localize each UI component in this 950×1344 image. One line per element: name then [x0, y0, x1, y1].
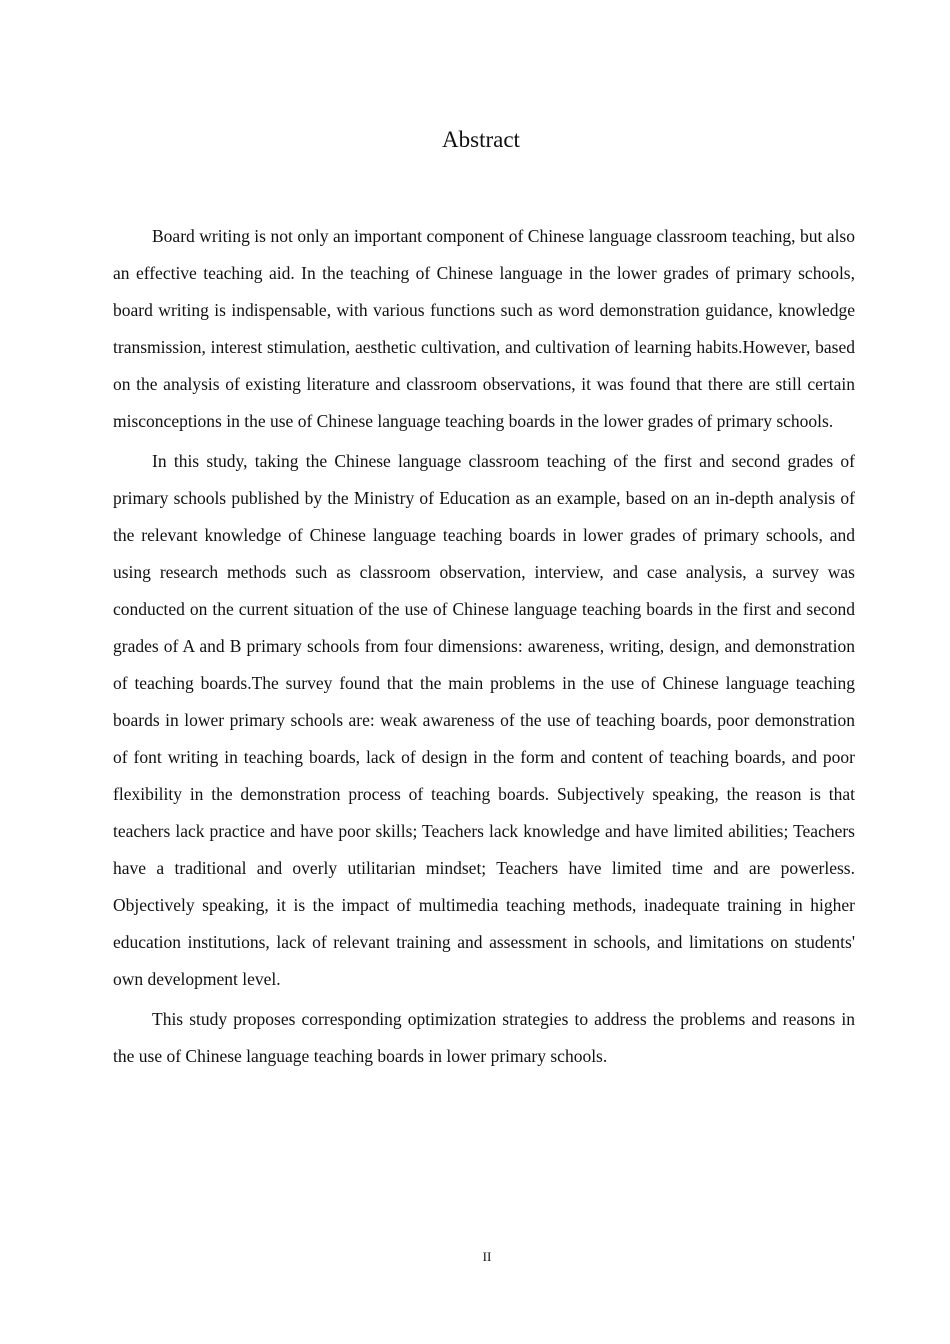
abstract-paragraph-1: Board writing is not only an important component of Chinese language classroom teaching, but also an effective teaching aid. In the teaching of Chinese language in the lower grades of primary schools, board writing is indispensable, with various functions such as word demonstration guidance, knowledge transmission, interest stimulation, aesthetic cultivation, and cultivation of learning habits.However, based on the analysis of existing literature and classroom observations, it was found that there are still certain misconceptions in the use of Chinese language teaching boards in the lower grades of primary schools. [113, 226, 855, 431]
abstract-title: Abstract [442, 127, 520, 152]
abstract-paragraph-3: This study proposes corresponding optimization strategies to address the problems and reasons in the use of Chinese language teaching boards in lower primary schools. [113, 1009, 855, 1066]
abstract-paragraph-2: In this study, taking the Chinese language classroom teaching of the first and second grades of primary schools published by the Ministry of Education as an example, based on an in-depth analysis of the relevant knowledge of Chinese language teaching boards in lower grades of primary schools, and using research methods such as classroom observation, interview, and case analysis, a survey was conducted on the current situation of the use of Chinese language teaching boards in the first and second grades of A and B primary schools from four dimensions: awareness, writing, design, and demonstration of teaching boards.The survey found that the main problems in the use of Chinese language teaching boards in lower primary schools are: weak awareness of the use of teaching boards, poor demonstration of font writing in teaching boards, lack of design in the form and content of teaching boards, and poor flexibility in the demonstration process of teaching boards. Subjectively speaking, the reason is that teachers lack practice and have poor skills; Teachers lack knowledge and have limited abilities; Teachers have a traditional and overly utilitarian mindset; Teachers have limited time and are powerless. Objectively speaking, it is the impact of multimedia teaching methods, inadequate training in higher education institutions, lack of relevant training and assessment in schools, and limitations on students' own development level. [113, 451, 855, 989]
abstract-body [113, 218, 855, 1078]
page-number: II [482, 1249, 492, 1264]
